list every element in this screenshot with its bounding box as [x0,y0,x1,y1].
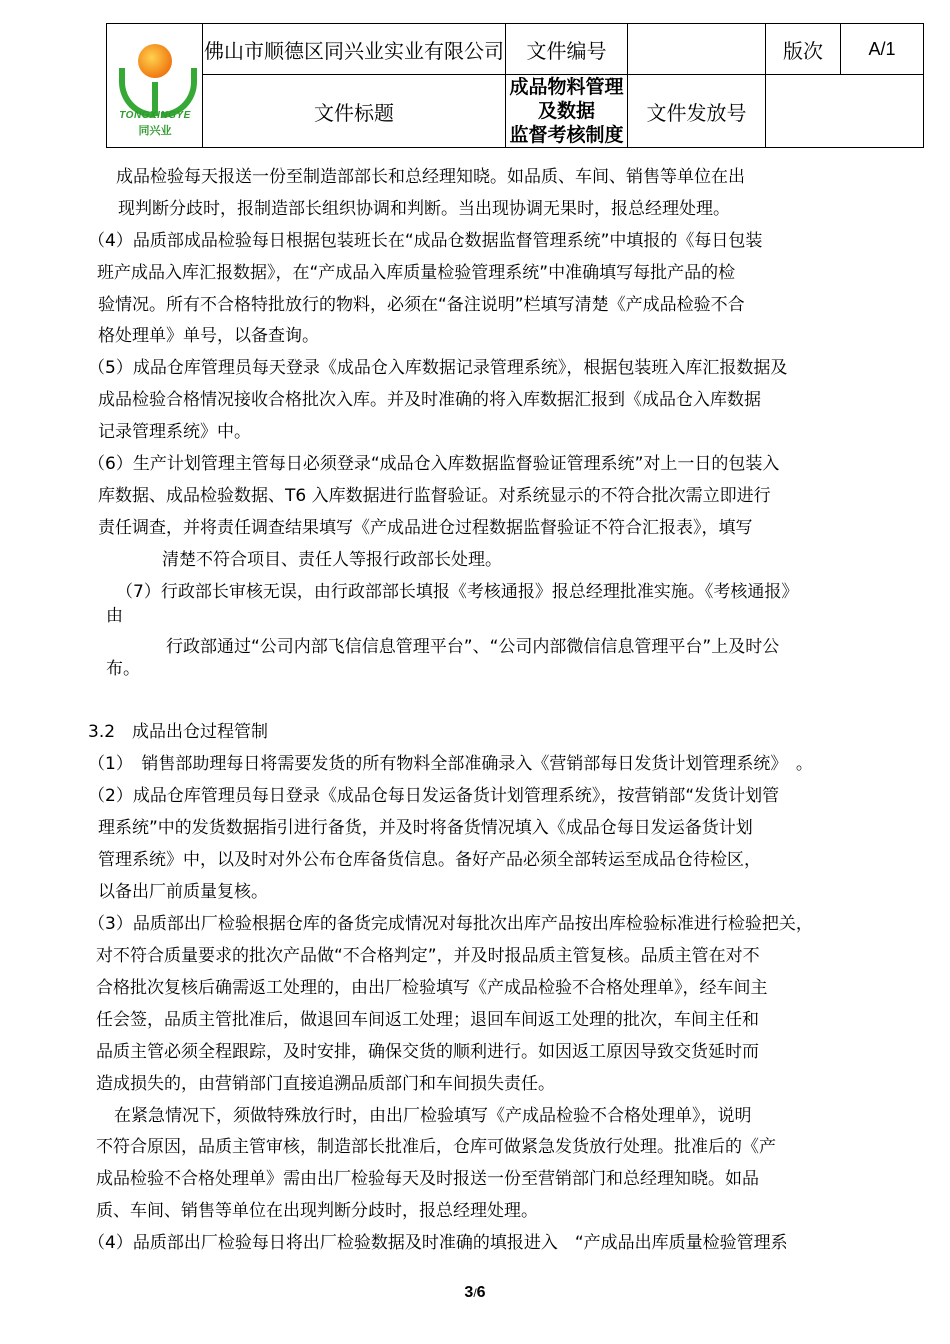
text-line: 行政部通过“公司内部飞信信息管理平台”、“公司内部微信信息管理平台”上及时公 [166,637,780,657]
text-line: 成品检验每天报送一份至制造部部长和总经理知晓。如品质、车间、销售等单位在出 [116,167,745,187]
text-line: 理系统”中的发货数据指引进行备货，并及时将备货情况填入《成品仓每日发运备货计划 [98,818,753,838]
doc-title-line-1: 成品物料管理及数据 [509,76,624,122]
text-line: 对不符合质量要求的批次产品做“不合格判定”，并及时报品质主管复核。品质主管在对不 [96,946,760,966]
text-line: 管理系统》中，以及时对外公布仓库备货信息。备好产品必须全部转运至成品仓待检区， [98,850,761,870]
text-line: 库数据、成品检验数据、T6 入库数据进行监督验证。对系统显示的不符合批次需立即进行 [98,486,771,506]
version-value: A/1 [841,24,924,75]
text-line: （4）品质部出厂检验每日将出厂检验数据及时准确的填报进入 “产成品出库质量检验管理系 [88,1233,788,1253]
text-line: 品质主管必须全程跟踪，及时安排，确保交货的顺利进行。如因返工原因导致交货延时而 [96,1042,759,1062]
text-line: （4）品质部成品检验每日根据包装班长在“成品仓数据监督管理系统”中填报的《每日包装 [88,231,763,251]
text-line: 现判断分歧时，报制造部长组织协调和判断。当出现协调无果时，报总经理处理。 [118,199,730,219]
text-line: 任会签，品质主管批准后，做退回车间返工处理；退回车间返工处理的批次，车间主任和 [96,1010,759,1030]
text-line: （3）品质部出厂检验根据仓库的备货完成情况对每批次出库产品按出库检验标准进行检验把关， [88,914,813,934]
text-line: 记录管理系统》中。 [98,422,251,442]
text-line: 验情况。所有不合格特批放行的物料，必须在“备注说明”栏填写清楚《产成品检验不合 [98,295,745,315]
text-line: （6）生产计划管理主管每日必须登录“成品仓入库数据监督验证管理系统”对上一日的包装入 [88,454,780,474]
page-total: 6 [476,1284,486,1301]
doc-title-line-2: 监督考核制度 [509,124,624,146]
company-name: 佛山市顺德区同兴业实业有限公司 [203,24,506,75]
version-label: 版次 [766,24,841,75]
text-line: 班产成品入库汇报数据》，在“产成品入库质量检验管理系统”中准确填写每批产品的检 [97,263,736,283]
text-line: 成品检验合格情况接收合格批次入库。并及时准确的将入库数据汇报到《成品仓入库数据 [98,390,761,410]
company-logo [107,24,203,148]
doc-number-value [628,24,766,75]
doc-title-label: 文件标题 [203,75,506,148]
release-label: 文件发放号 [628,75,766,148]
text-line: 布。 [106,659,140,679]
text-line: （5）成品仓库管理员每天登录《成品仓入库数据记录管理系统》，根据包装班入库汇报数据及 [88,358,788,378]
text-line: 格处理单》单号，以备查询。 [98,326,319,346]
text-line: 不符合原因，品质主管审核，制造部长批准后，仓库可做紧急发货放行处理。批准后的《产 [96,1137,776,1157]
text-line: 在紧急情况下，须做特殊放行时，由出厂检验填写《产成品检验不合格处理单》，说明 [114,1106,752,1126]
doc-title-value [506,75,628,148]
text-line: （7）行政部长审核无误，由行政部部长填报《考核通报》报总经理批准实施。《考核通报》 [116,582,799,602]
logo-brand-cn: 同兴业 [138,123,172,137]
document-header-table [106,23,924,148]
text-line: 清楚不符合项目、责任人等报行政部长处理。 [162,550,502,570]
page-separator: / [473,1286,477,1300]
text-line: （2）成品仓库管理员每日登录《成品仓每日发运备货计划管理系统》，按营销部“发货计划管 [88,786,780,806]
text-line: 责任调查，并将责任调查结果填写《产成品进仓过程数据监督验证不符合汇报表》，填写 [98,518,753,538]
text-line: 质、车间、销售等单位在出现判断分歧时，报总经理处理。 [96,1201,538,1221]
page-number [0,1284,950,1302]
section-heading: 3.2 成品出仓过程管制 [88,722,269,742]
text-line: 由 [106,606,123,626]
text-line: 造成损失的，由营销部门直接追溯品质部门和车间损失责任。 [96,1074,555,1094]
release-value [766,75,924,148]
logo-brand-en: TONGXINGYE [119,109,191,121]
page-current: 3 [464,1284,474,1301]
text-line: （1） 销售部助理每日将需要发货的所有物料全部准确录入《营销部每日发货计划管理系统》 。 [88,754,813,774]
doc-number-label: 文件编号 [506,24,628,75]
text-line: 以备出厂前质量复核。 [98,882,268,902]
text-line: 合格批次复核后确需返工处理的，由出厂检验填写《产成品检验不合格处理单》，经车间主 [96,978,768,998]
text-line: 成品检验不合格处理单》需由出厂检验每天及时报送一份至营销部门和总经理知晓。如品 [96,1169,759,1189]
